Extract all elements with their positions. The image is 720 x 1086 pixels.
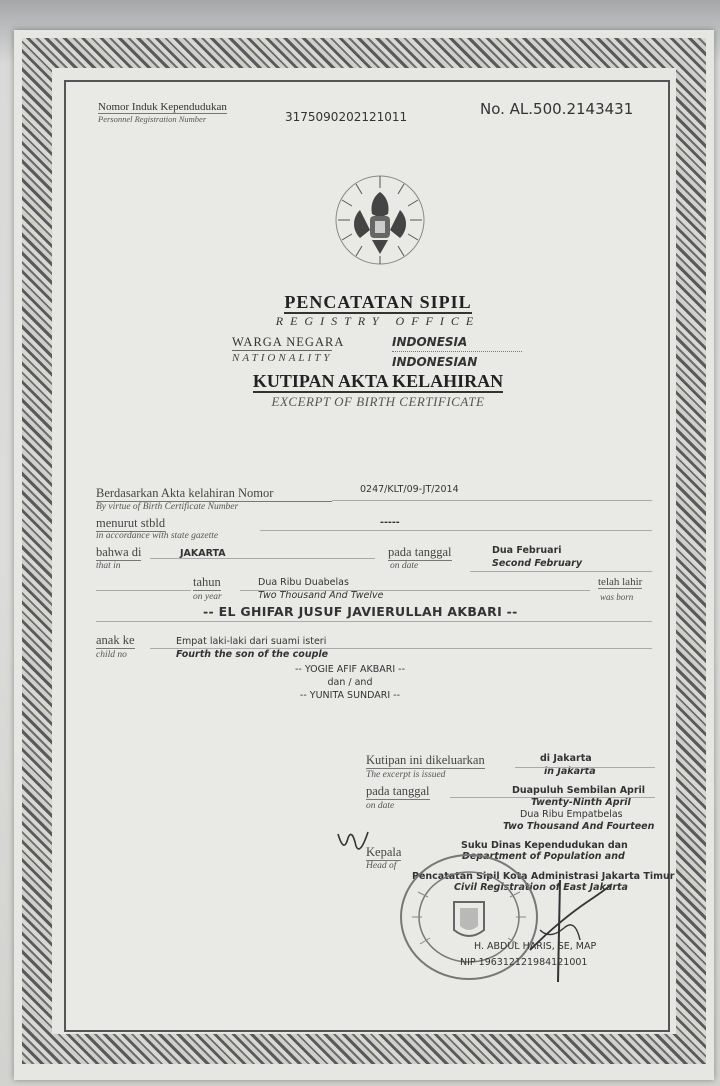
basis-label-en: By virtue of Birth Certificate Number <box>96 502 239 512</box>
year-line <box>240 590 590 591</box>
year-value: Dua Ribu Duabelas <box>258 577 349 588</box>
official-nip: NIP 196312121984121001 <box>460 957 588 968</box>
birth-date-value: Dua Februari <box>492 545 562 556</box>
document-number: No. AL.500.2143431 <box>480 100 634 118</box>
issuing-office-1-en: Department of Population and <box>462 851 625 862</box>
garuda-emblem-icon <box>330 170 430 270</box>
office-title-block <box>0 292 720 313</box>
father-name: -- YOGIE AFIF AKBARI -- <box>294 664 406 675</box>
issue-year-value: Dua Ribu Empatbelas <box>520 809 623 820</box>
document-title: KUTIPAN AKTA KELAHIRAN <box>252 371 504 391</box>
nik-value: 3175090202121011 <box>285 110 408 124</box>
official-signature-icon <box>520 870 630 990</box>
nationality-value-en: INDONESIAN <box>392 355 478 369</box>
born-label: telah lahir <box>598 576 643 588</box>
child-no-line <box>150 648 652 649</box>
child-no-value-en: Fourth the son of the couple <box>176 649 329 660</box>
stbld-label: menurut stbld <box>96 516 166 530</box>
basis-line <box>332 500 652 501</box>
place-value: JAKARTA <box>180 548 226 559</box>
place-label: bahwa di <box>96 545 142 559</box>
mother-name: -- YUNITA SUNDARI -- <box>299 690 401 701</box>
issued-line <box>515 767 655 768</box>
stbld-line <box>260 530 652 531</box>
place-line <box>150 558 375 559</box>
and-label: dan / and <box>327 677 373 688</box>
issue-year-value-en: Two Thousand And Fourteen <box>503 821 655 832</box>
office-title: PENCATATAN SIPIL <box>284 292 472 312</box>
issuing-office-1: Suku Dinas Kependudukan dan <box>461 840 628 851</box>
issue-date-label-en: on date <box>366 801 395 811</box>
place-label-en: that in <box>96 561 121 571</box>
issuing-office-2: Pencatatan Sipil Kota Administrasi Jakarta Timur <box>412 871 675 882</box>
issued-place-en: in Jakarta <box>544 766 596 777</box>
birth-date-label-en: on date <box>390 561 419 571</box>
issued-place: di Jakarta <box>540 753 592 764</box>
basis-label: Berdasarkan Akta kelahiran Nomor <box>96 486 332 502</box>
stbld-value: ----- <box>380 517 400 528</box>
head-label-en: Head of <box>366 861 397 871</box>
stbld-label-en: in accordance with state gazette <box>96 531 219 541</box>
document-title-en: EXCERPT OF BIRTH CERTIFICATE <box>271 394 485 409</box>
birth-date-label: pada tanggal <box>388 545 452 559</box>
issue-date-value: Duapuluh Sembilan April <box>512 785 646 796</box>
issued-label-en: The excerpt is issued <box>366 770 446 780</box>
issue-date-label: pada tanggal <box>366 784 430 798</box>
issue-date-value-en: Twenty-Ninth April <box>531 797 631 808</box>
child-no-label-en: child no <box>96 650 127 660</box>
born-label-en: was born <box>600 592 634 602</box>
doc-title-en-block <box>0 393 720 411</box>
child-no-value: Empat laki-laki dari suami isteri <box>176 636 327 647</box>
issue-date-line <box>450 797 655 798</box>
year-label-en: on year <box>193 592 222 602</box>
basis-value: 0247/KLT/09-JT/2014 <box>360 484 459 495</box>
doc-title-block <box>0 371 720 392</box>
office-title-en: REGISTRY OFFICE <box>275 314 481 328</box>
year-line-left <box>96 590 191 591</box>
nationality-label: WARGA NEGARA <box>232 335 345 349</box>
issuing-office-2-en: Civil Registration of East Jakarta <box>454 882 628 893</box>
nik-label-en: Personnel Registration Number <box>98 114 207 124</box>
official-name: H. ABDUL HARIS, SE, MAP <box>474 941 597 952</box>
issued-label: Kutipan ini dikeluarkan <box>366 753 485 767</box>
year-value-en: Two Thousand And Twelve <box>258 590 384 601</box>
child-no-label: anak ke <box>96 633 135 647</box>
child-name-line <box>96 621 652 622</box>
year-label: tahun <box>193 575 221 589</box>
nik-label-block <box>98 101 227 124</box>
initial-signature-icon <box>334 826 374 858</box>
birth-date-line <box>470 571 652 572</box>
birth-date-value-en: Second February <box>492 558 583 569</box>
nik-label: Nomor Induk Kependudukan <box>98 101 227 113</box>
office-title-en-block <box>0 312 720 330</box>
nationality-value: INDONESIA <box>392 335 468 349</box>
child-name: -- EL GHIFAR JUSUF JAVIERULLAH AKBARI -- <box>203 604 518 619</box>
nationality-label-en: NATIONALITY <box>232 352 333 364</box>
head-label: Kepala <box>366 845 402 859</box>
